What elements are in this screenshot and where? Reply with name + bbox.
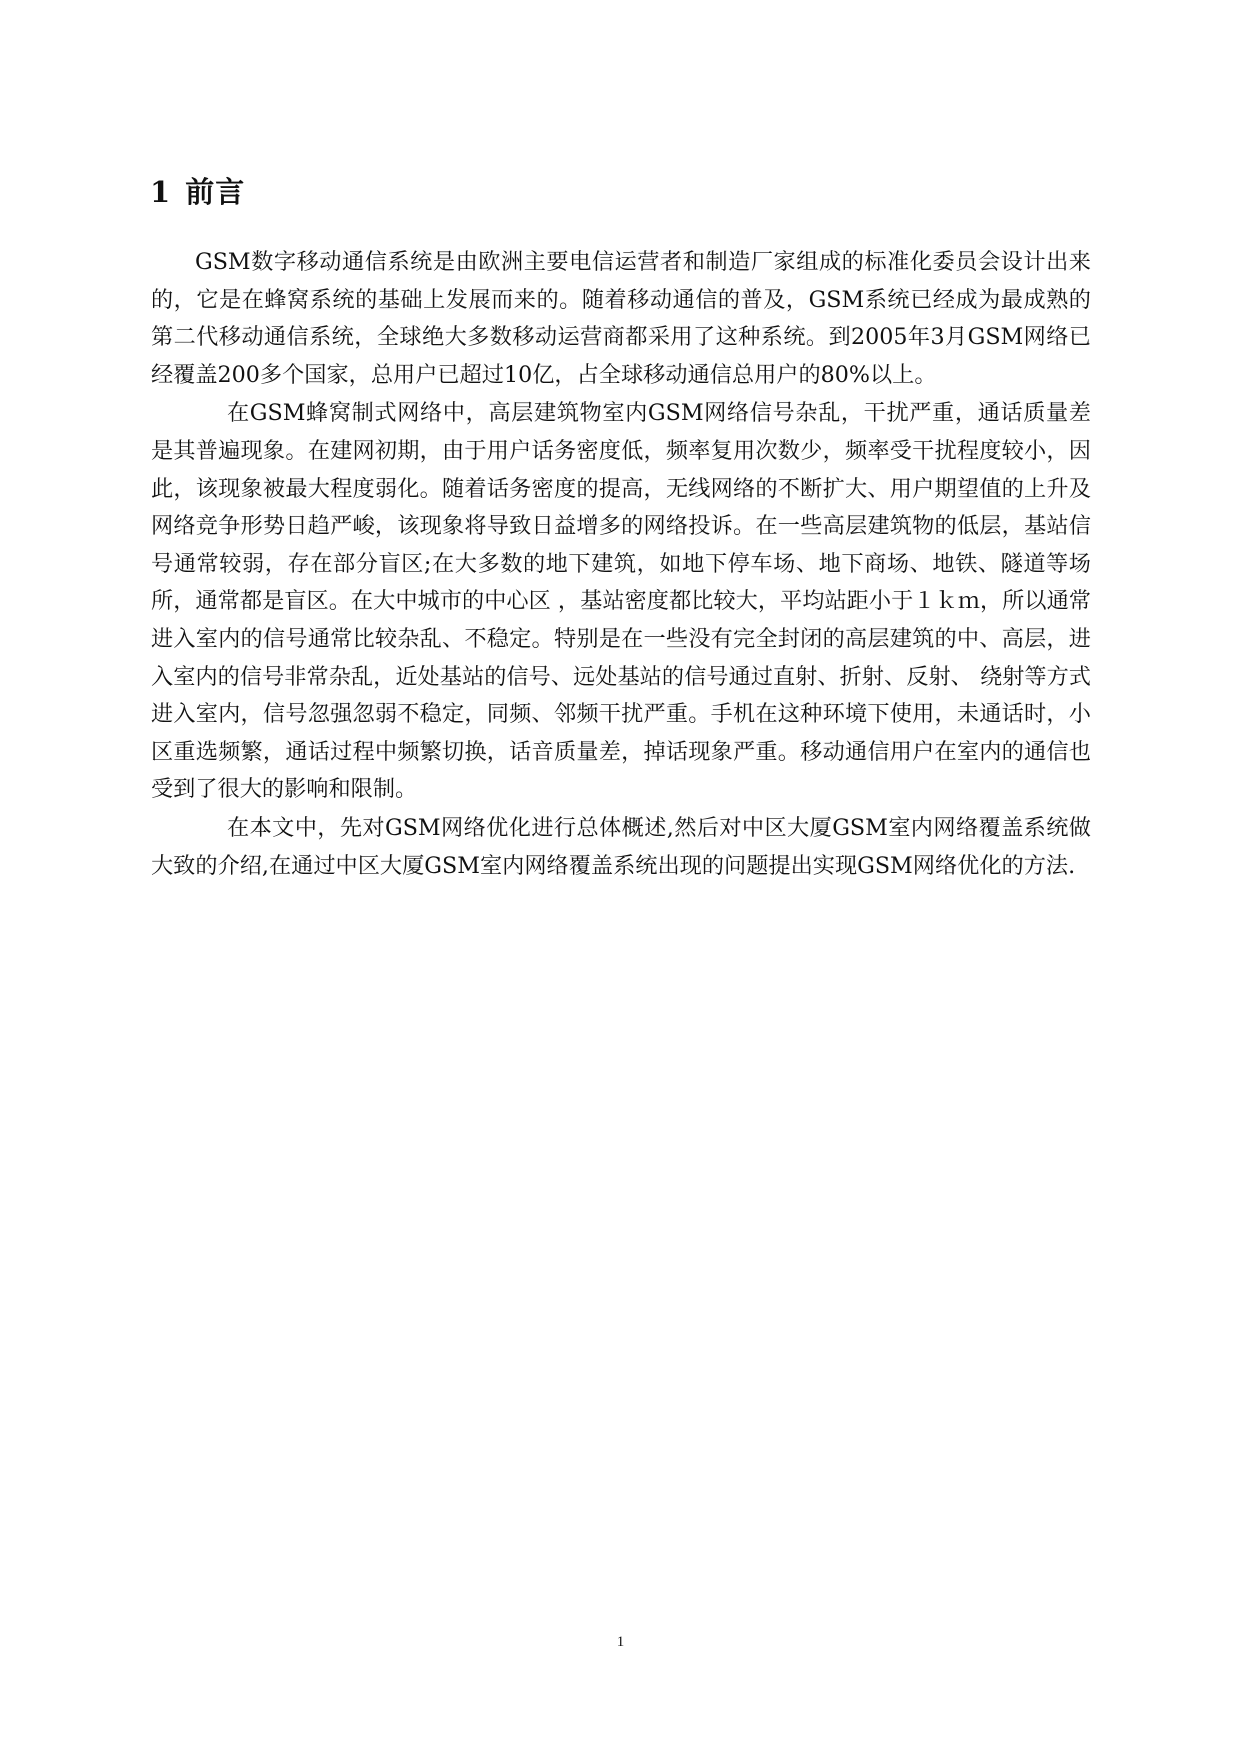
- body-text: [151, 244, 1091, 885]
- section-number: 1: [150, 175, 172, 209]
- paragraph-3: 在本文中，先对GSM网络优化进行总体概述,然后对中区大厦GSM室内网络覆盖系统做大致的介绍,在通过中区大厦GSM室内网络覆盖系统出现的问题提出实现GSM网络优化的方法.: [151, 814, 1091, 879]
- paragraph-1: GSM数字移动通信系统是由欧洲主要电信运营者和制造厂家组成的标准化委员会设计出来的，它是在蜂窝系统的基础上发展而来的。随着移动通信的普及，GSM系统已经成为最成熟的第二代移动通信系统，全球绝大多数移动运营商都采用了这种系统。到2005年3月GSM网络已经覆盖200多个国家，总用户已超过10亿，占全球移动通信总用户的80%以上。: [151, 249, 1091, 388]
- section-heading: [150, 172, 245, 212]
- section-title: 前言: [185, 175, 246, 209]
- paragraph-2: 在GSM蜂窝制式网络中，高层建筑物室内GSM网络信号杂乱，干扰严重，通话质量差是其普遍现象。在建网初期，由于用户话务密度低，频率复用次数少，频率受干扰程度较小，因此，该现象被最大程度弱化。随着话务密度的提高，无线网络的不断扩大、用户期望值的上升及网络竞争形势日趋严峻，该现象将导致日益增多的网络投诉。在一些高层建筑物的低层，基站信号通常较弱，存在部分盲区;在大多数的地下建筑，如地下停车场、地下商场、地铁、隧道等场所，通常都是盲区。在大中城市的中心区 ，基站密度都比较大，平均站距小于１ｋｍ，所以通常进入室内的信号通常比较杂乱、不稳定。特别是在一些没有完全封闭的高层建筑的中、高层，进入室内的信号非常杂乱，近处基站的信号、远处基站的信号通过直射、折射、反射、 绕射等方式进入室内，信号忽强忽弱不稳定，同频、邻频干扰严重。手机在这种环境下使用，未通话时，小区重选频繁，通话过程中频繁切换，话音质量差，掉话现象严重。移动通信用户在室内的通信也受到了很大的影响和限制。: [151, 400, 1091, 803]
- page-number: 1: [616, 1634, 625, 1650]
